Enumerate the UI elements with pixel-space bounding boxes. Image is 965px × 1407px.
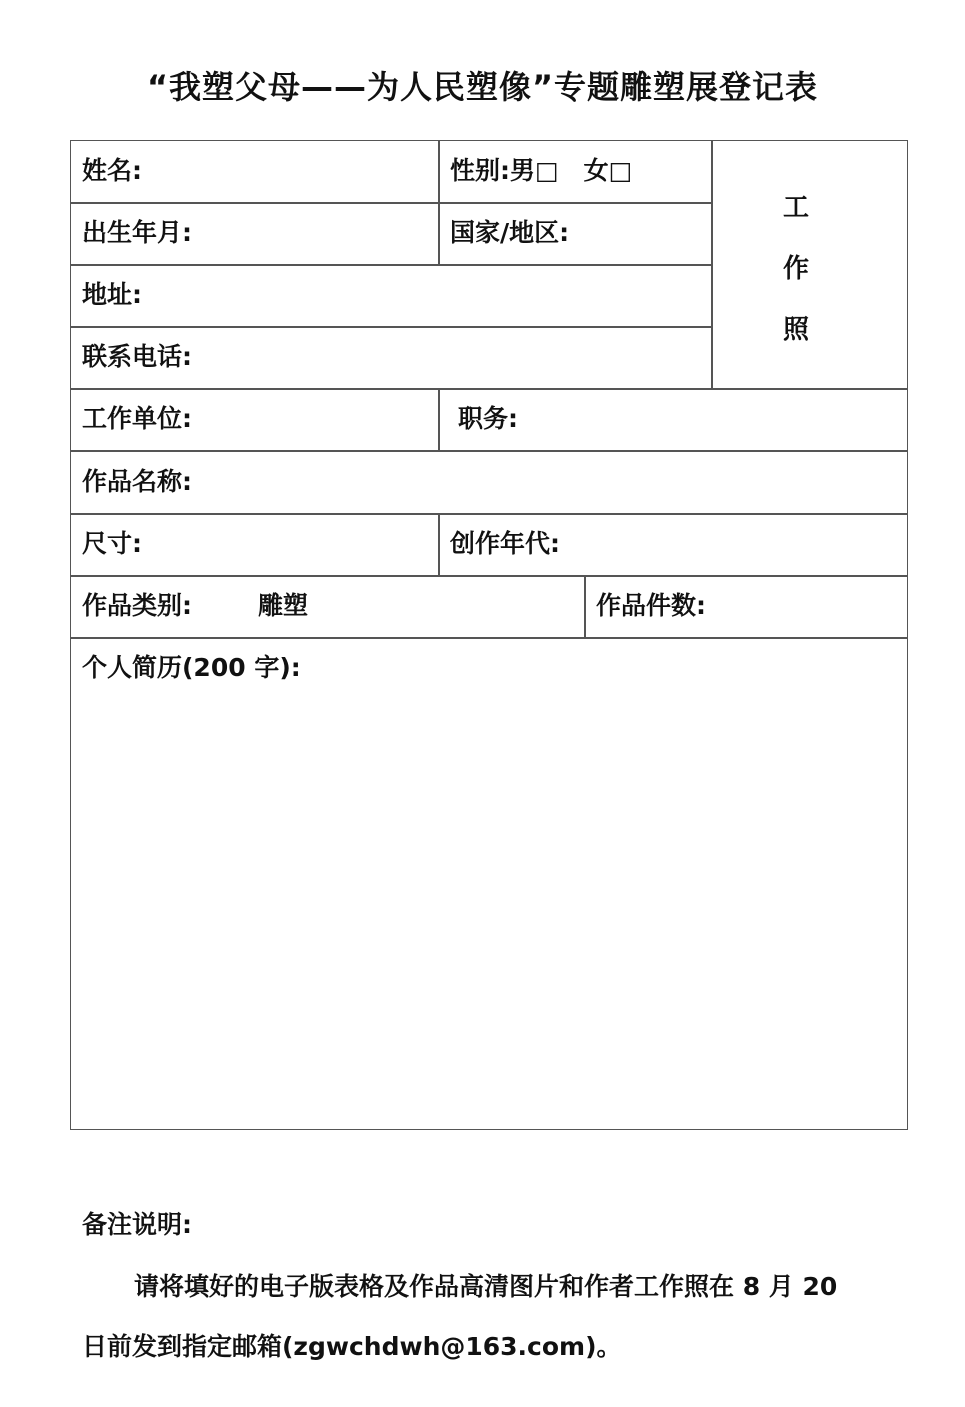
column-divider: [438, 513, 440, 575]
row-divider: [70, 450, 908, 452]
form-title: “我塑父母——为人民塑像”专题雕塑展登记表: [146, 68, 819, 106]
row-divider: [70, 326, 712, 328]
work-count-field[interactable]: 作品件数:: [596, 591, 706, 620]
column-divider: [584, 575, 586, 637]
registration-form-table: [70, 140, 908, 1130]
position-field[interactable]: 职务:: [458, 404, 518, 433]
notes-heading: 备注说明:: [82, 1210, 192, 1239]
country-region-field[interactable]: 国家/地区:: [450, 218, 570, 247]
row-divider: [70, 264, 712, 266]
name-field[interactable]: 姓名:: [82, 156, 142, 185]
size-field[interactable]: 尺寸:: [82, 529, 142, 558]
notes-line-2: 日前发到指定邮箱(zgwchdwh@163.com)。: [82, 1332, 622, 1361]
photo-box-label-2: 作: [782, 254, 809, 284]
birth-date-field[interactable]: 出生年月:: [82, 218, 192, 247]
gender-field[interactable]: 性别:男□ 女□: [450, 156, 633, 185]
category-value: 雕塑: [258, 591, 309, 620]
photo-box-label-3: 照: [782, 315, 809, 345]
resume-field[interactable]: 个人简历(200 字):: [82, 653, 301, 682]
address-field[interactable]: 地址:: [82, 280, 142, 309]
column-divider: [438, 140, 440, 264]
workplace-field[interactable]: 工作单位:: [82, 404, 192, 433]
column-divider: [711, 140, 713, 389]
notes-line-1: 请将填好的电子版表格及作品高清图片和作者工作照在 8 月 20: [134, 1272, 838, 1301]
row-divider: [70, 575, 908, 577]
column-divider: [438, 388, 440, 450]
row-divider: [70, 202, 712, 204]
row-divider: [70, 513, 908, 515]
work-title-field[interactable]: 作品名称:: [82, 467, 192, 496]
row-divider: [70, 637, 908, 639]
creation-year-field[interactable]: 创作年代:: [450, 529, 560, 558]
row-divider: [70, 388, 908, 390]
category-field: 作品类别:: [82, 591, 192, 620]
photo-box-label-1: 工: [782, 193, 809, 223]
phone-field[interactable]: 联系电话:: [82, 342, 192, 371]
